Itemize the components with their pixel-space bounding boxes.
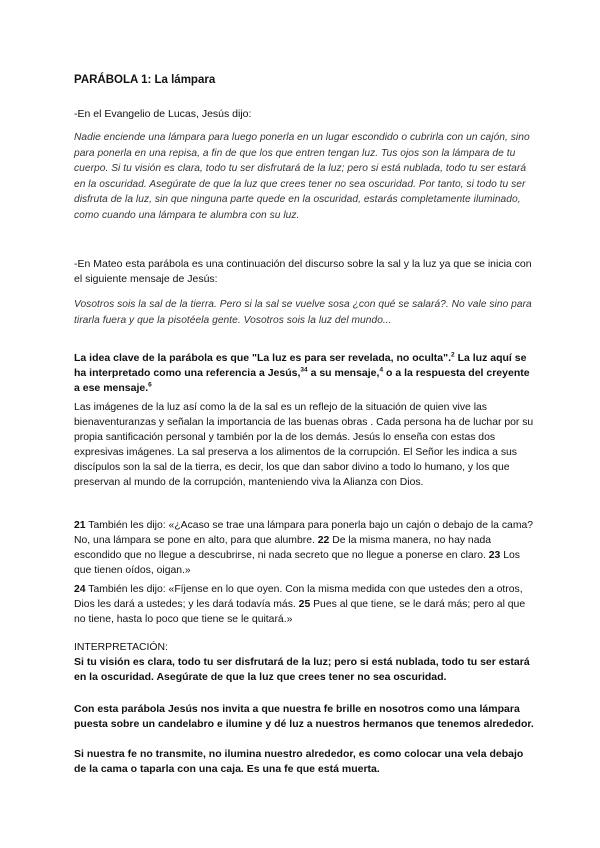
interpretation-quote: Si tu visión es clara, todo tu ser disfrutará de la luz; pero si está nublada, todo tu ser estará en la oscuridad. Asegúrate de que la luz que crees tener no sea oscuridad. [74,656,530,683]
footnote-ref: 4 [379,366,384,374]
page-title: PARÁBOLA 1: La lámpara [74,74,216,86]
verse-number: 21 [74,520,86,531]
interpretation-heading: INTERPRETACIÓN: [74,642,168,653]
key-idea-text: o a la respuesta del creyente a ese mensaje. [74,367,530,394]
verse-text: Los que tienen oídos, oigan.» [74,550,520,576]
closing-paragraph-2: Si nuestra fe no transmite, no ilumina nuestro alrededor, es como colocar una vela debajo de la cama o taparla con una caja. Es una fe que está muerta. [74,748,524,775]
verse-text: De la misma manera, no hay nada escondido que no llegue a descubrirse, ni nada secreto que no llegue a ponerse en claro. [74,535,492,561]
verse-number: 23 [488,550,501,561]
intro-lucas: -En el Evangelio de Lucas, Jesús dijo: [74,108,252,120]
verse-text: También les dijo: «¿Acaso se trae una lámpara para ponerla bajo un cajón o debajo de la cama? No, una lámpara se pone en alto, para que alumbre. [74,520,534,546]
verses-24-25 [74,582,534,627]
footnote-ref: 6 [148,381,152,389]
key-idea-text: La idea clave de la parábola es que "La luz es para ser revelada, no oculta". [74,352,452,364]
verses-21-23 [74,518,534,578]
key-idea-text: La luz aquí se ha interpretado como una referencia a Jesús, [74,352,527,379]
closing-paragraph-1: Con esta parábola Jesús nos invita a que nuestra fe brille en nosotros como una lámpara puesta sobre un candelabro e ilumine y dé luz a nuestros hermanos que tenemos alrededor. [74,703,534,730]
intro-mateo: -En Mateo esta parábola es una continuación del discurso sobre la sal y la luz ya que se inicia con el siguiente mensaje de Jesús: [74,258,532,285]
key-idea-paragraph [74,351,534,396]
verse-number: 25 [298,599,311,610]
verse-text: Pues al que tiene, se le dará más; pero al que no tiene, hasta lo poco que tiene se le quitará.» [74,599,526,625]
quote-lucas: Nadie enciende una lámpara para luego ponerla en un lugar escondido o cubrirla con un cajón, sino para ponerla en una repisa, a fin de que los que entren tengan luz. Tus ojos son la lámpara de tu cuerpo. Si tu visión es clara, todo tu ser disfrutará de la luz; pero si está nublada, todo tu ser estará en la oscuridad. Asegúrate de que la luz que crees tener no sea oscuridad. Por tanto, si todo tu ser disfruta de la luz, sin que ninguna parte quede en la oscuridad, estarás completamente iluminado, como cuando una lámpara te alumbra con su luz. [74,132,530,221]
paragraph-sal: Las imágenes de la luz así como la de la sal es un reflejo de la situación de quien vive las bienaventuranzas y señalan la importancia de las buenas obras . Cada persona ha de luchar por su propia santificación personal y también por la de los demás. Jesús lo enseña con estas dos expresivas imágenes. La sal preserva a los alimentos de la corrupción. El Señor les indica a sus discípulos son la sal de la tierra, es decir, los que dan sabor divino a todo lo humano, y los que preservan al mundo de la corrupción, manteniendo viva la Alianza con Dios. [74,402,534,488]
verse-number: 22 [317,535,330,546]
key-idea-text: a su mensaje, [307,367,380,379]
footnote-ref: 34 [300,366,308,374]
quote-mateo: Vosotros sois la sal de la tierra. Pero si la sal se vuelve sosa ¿con qué se salará?. No vale sino para tirarla fuera y que la pisotéela gente. Vosotros sois la luz del mundo... [74,299,532,326]
verse-text: También les dijo: «Fíjense en lo que oyen. Con la misma medida con que ustedes den a otros, Dios les dará a ustedes; y les dará todavía más. [74,584,523,610]
footnote-ref: 2 [451,351,455,359]
verse-number: 24 [74,584,86,595]
